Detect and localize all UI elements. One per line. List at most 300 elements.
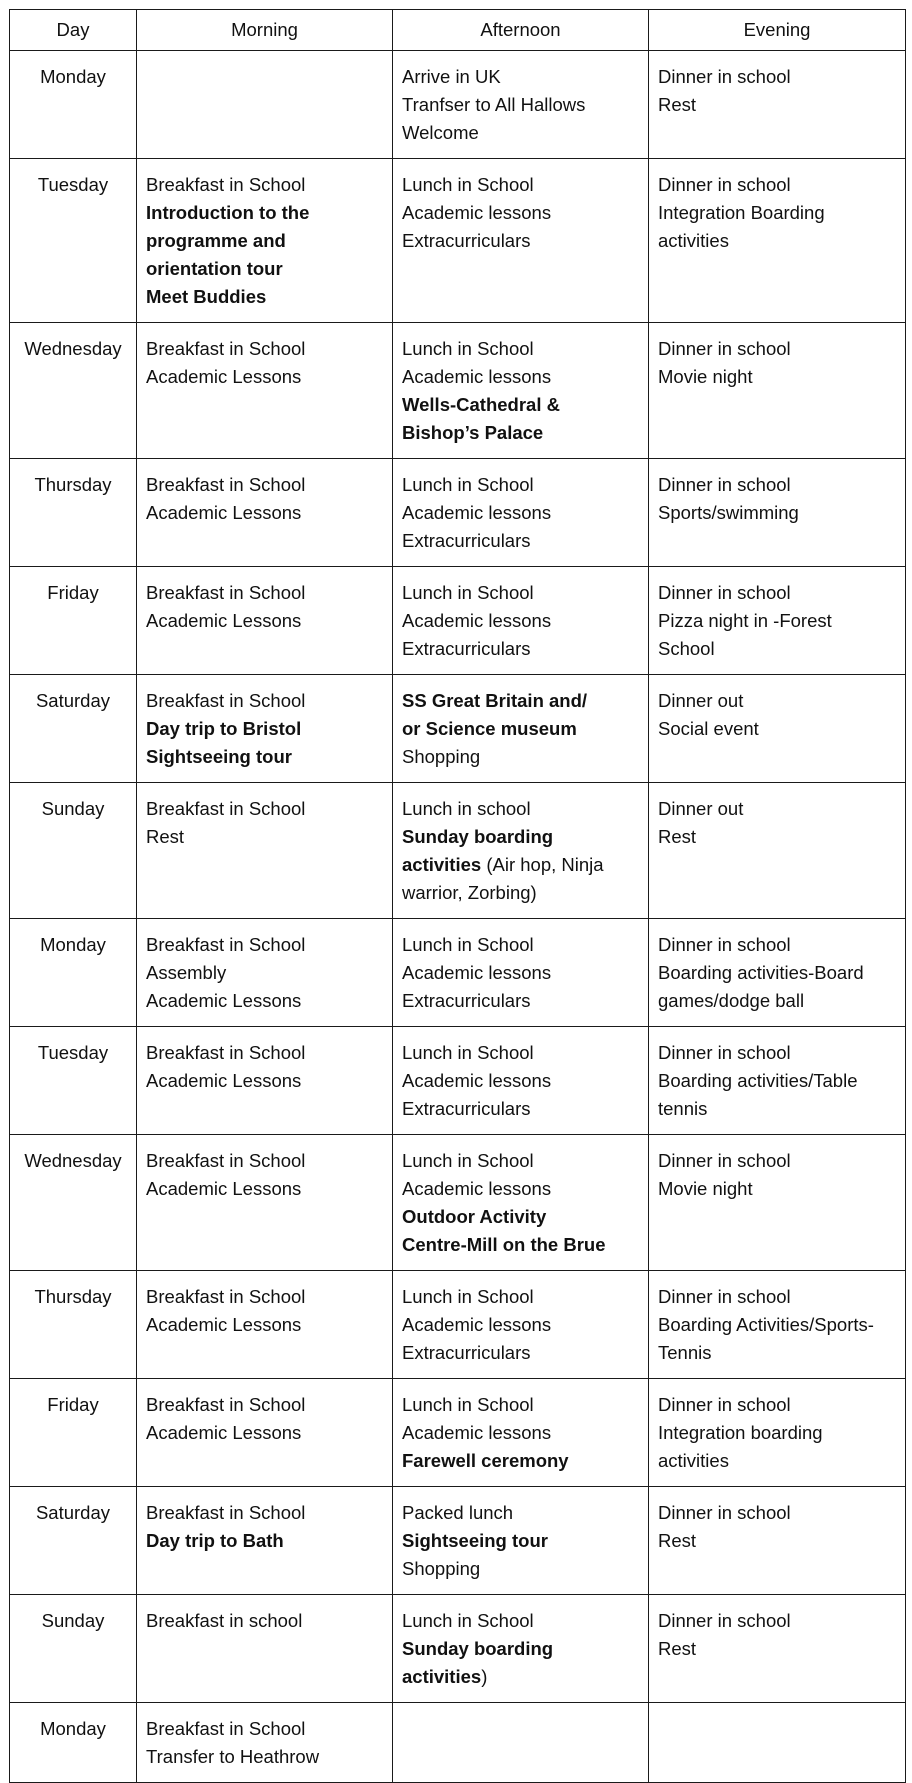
highlight-activity: programme and bbox=[146, 230, 286, 251]
activity-text: Dinner in school bbox=[658, 1042, 791, 1063]
activity-text: Dinner in school bbox=[658, 1394, 791, 1415]
activity-text: Rest bbox=[658, 826, 697, 847]
activity-line bbox=[402, 1555, 639, 1583]
activity-text: Lunch in School bbox=[402, 1610, 534, 1631]
activity-text: Extracurriculars bbox=[402, 530, 531, 551]
activity-line bbox=[402, 1419, 639, 1447]
activity-text: Rest bbox=[658, 1638, 697, 1659]
activity-text: Integration boarding bbox=[658, 1422, 823, 1443]
activity-text: Boarding activities-Board bbox=[658, 962, 864, 983]
activity-text: Extracurriculars bbox=[402, 1342, 531, 1363]
activity-line bbox=[146, 823, 383, 851]
activity-text: Academic Lessons bbox=[146, 1070, 302, 1091]
header-afternoon: Afternoon bbox=[393, 10, 649, 51]
highlight-activity: or Science museum bbox=[402, 718, 577, 739]
schedule-table bbox=[9, 9, 906, 1783]
highlight-activity: Farewell ceremony bbox=[402, 1450, 569, 1471]
morning-cell bbox=[137, 1379, 393, 1487]
activity-text: Rest bbox=[658, 1530, 697, 1551]
activity-note: ) bbox=[481, 1666, 488, 1687]
activity-text: Breakfast in School bbox=[146, 934, 306, 955]
evening-cell bbox=[649, 919, 906, 1027]
activity-line bbox=[146, 1391, 383, 1419]
activity-text: Dinner in school bbox=[658, 934, 791, 955]
activity-line bbox=[146, 1527, 383, 1555]
activity-text: Packed lunch bbox=[402, 1502, 514, 1523]
activity-text: Academic lessons bbox=[402, 202, 552, 223]
activity-text: Dinner out bbox=[658, 798, 744, 819]
activity-line bbox=[146, 1067, 383, 1095]
activity-text: Breakfast in School bbox=[146, 1502, 306, 1523]
activity-text: Academic lessons bbox=[402, 962, 552, 983]
activity-text: Rest bbox=[658, 94, 697, 115]
activity-text: Tranfser to All Hallows bbox=[402, 94, 586, 115]
header-evening: Evening bbox=[649, 10, 906, 51]
highlight-activity: Introduction to the bbox=[146, 202, 310, 223]
activity-line bbox=[146, 363, 383, 391]
activity-line bbox=[146, 715, 383, 743]
highlight-activity: Sightseeing tour bbox=[402, 1530, 548, 1551]
activity-line bbox=[146, 1283, 383, 1311]
activity-text: Lunch in School bbox=[402, 582, 534, 603]
afternoon-cell bbox=[393, 1703, 649, 1783]
activity-text: Academic lessons bbox=[402, 1314, 552, 1335]
activity-line bbox=[146, 1607, 383, 1635]
evening-cell bbox=[649, 1379, 906, 1487]
afternoon-cell bbox=[393, 459, 649, 567]
activity-line bbox=[402, 363, 639, 391]
activity-line bbox=[658, 795, 896, 823]
activity-line bbox=[402, 1607, 639, 1635]
activity-line bbox=[146, 579, 383, 607]
highlight-activity: Sightseeing tour bbox=[146, 746, 292, 767]
activity-text: Lunch in School bbox=[402, 1394, 534, 1415]
activity-line bbox=[402, 335, 639, 363]
activity-text: School bbox=[658, 638, 715, 659]
activity-line bbox=[402, 579, 639, 607]
activity-text: Movie night bbox=[658, 366, 753, 387]
afternoon-cell bbox=[393, 675, 649, 783]
activity-text: Breakfast in School bbox=[146, 1286, 306, 1307]
activity-line bbox=[146, 1499, 383, 1527]
activity-line bbox=[402, 959, 639, 987]
activity-text: Breakfast in School bbox=[146, 1394, 306, 1415]
activity-line bbox=[146, 687, 383, 715]
activity-line bbox=[402, 1635, 639, 1663]
morning-cell bbox=[137, 675, 393, 783]
activity-text: Shopping bbox=[402, 746, 481, 767]
activity-text: Dinner in school bbox=[658, 1286, 791, 1307]
activity-text: Breakfast in School bbox=[146, 582, 306, 603]
activity-line bbox=[402, 1339, 639, 1367]
day-cell: Saturday bbox=[10, 675, 137, 783]
morning-cell bbox=[137, 919, 393, 1027]
activity-text: Breakfast in school bbox=[146, 1610, 303, 1631]
activity-text: Breakfast in School bbox=[146, 474, 306, 495]
afternoon-cell bbox=[393, 1027, 649, 1135]
activity-line bbox=[658, 635, 896, 663]
afternoon-cell bbox=[393, 159, 649, 323]
afternoon-cell bbox=[393, 567, 649, 675]
activity-text: Breakfast in School bbox=[146, 798, 306, 819]
activity-line bbox=[658, 63, 896, 91]
activity-line bbox=[658, 1095, 896, 1123]
activity-line bbox=[402, 687, 639, 715]
afternoon-cell bbox=[393, 919, 649, 1027]
header-morning: Morning bbox=[137, 10, 393, 51]
evening-cell bbox=[649, 783, 906, 919]
activity-line bbox=[146, 171, 383, 199]
activity-line bbox=[402, 1203, 639, 1231]
activity-line bbox=[402, 1527, 639, 1555]
activity-line bbox=[402, 1067, 639, 1095]
activity-text: Academic lessons bbox=[402, 1422, 552, 1443]
evening-cell bbox=[649, 1135, 906, 1271]
activity-text: Lunch in School bbox=[402, 1150, 534, 1171]
activity-line bbox=[658, 959, 896, 987]
activity-text: Breakfast in School bbox=[146, 1150, 306, 1171]
day-cell: Monday bbox=[10, 1703, 137, 1783]
activity-text: Lunch in School bbox=[402, 1286, 534, 1307]
highlight-activity: Sunday boarding bbox=[402, 826, 554, 847]
activity-text: Extracurriculars bbox=[402, 1098, 531, 1119]
evening-cell bbox=[649, 1703, 906, 1783]
activity-line bbox=[402, 171, 639, 199]
activity-line bbox=[658, 1283, 896, 1311]
activity-text: Breakfast in School bbox=[146, 1718, 306, 1739]
activity-line bbox=[402, 527, 639, 555]
activity-line bbox=[402, 1447, 639, 1475]
afternoon-cell bbox=[393, 51, 649, 159]
activity-line bbox=[402, 63, 639, 91]
activity-line bbox=[402, 1663, 639, 1691]
activity-line bbox=[402, 1499, 639, 1527]
evening-cell bbox=[649, 567, 906, 675]
activity-line bbox=[146, 1715, 383, 1743]
activity-line bbox=[658, 1607, 896, 1635]
activity-text: Extracurriculars bbox=[402, 990, 531, 1011]
activity-text: Extracurriculars bbox=[402, 230, 531, 251]
activity-text: Social event bbox=[658, 718, 759, 739]
highlight-activity: SS Great Britain and/ bbox=[402, 690, 588, 711]
evening-cell bbox=[649, 323, 906, 459]
activity-line bbox=[402, 607, 639, 635]
activity-text: Breakfast in School bbox=[146, 1042, 306, 1063]
activity-line bbox=[146, 335, 383, 363]
activity-line bbox=[658, 1447, 896, 1475]
activity-text: Dinner in school bbox=[658, 1150, 791, 1171]
activity-line bbox=[402, 227, 639, 255]
activity-line bbox=[658, 227, 896, 255]
activity-text: Academic lessons bbox=[402, 502, 552, 523]
activity-text: Boarding activities/Table bbox=[658, 1070, 858, 1091]
table-row bbox=[10, 51, 906, 159]
activity-text: Dinner in school bbox=[658, 1502, 791, 1523]
activity-text: Breakfast in School bbox=[146, 338, 306, 359]
evening-cell bbox=[649, 1487, 906, 1595]
activity-text: Boarding Activities/Sports- bbox=[658, 1314, 874, 1335]
activity-line bbox=[146, 1743, 383, 1771]
evening-cell bbox=[649, 675, 906, 783]
activity-line bbox=[402, 1039, 639, 1067]
activity-text: Academic Lessons bbox=[146, 502, 302, 523]
table-row bbox=[10, 1135, 906, 1271]
activity-text: Dinner in school bbox=[658, 582, 791, 603]
activity-line bbox=[402, 987, 639, 1015]
activity-line bbox=[402, 1095, 639, 1123]
highlight-activity: orientation tour bbox=[146, 258, 283, 279]
highlight-activity: activities bbox=[402, 854, 482, 875]
activity-line bbox=[146, 795, 383, 823]
morning-cell bbox=[137, 459, 393, 567]
activity-line bbox=[658, 607, 896, 635]
activity-text: activities bbox=[658, 1450, 729, 1471]
table-row bbox=[10, 1595, 906, 1703]
activity-line bbox=[146, 255, 383, 283]
activity-text: Dinner in school bbox=[658, 66, 791, 87]
activity-line bbox=[402, 119, 639, 147]
activity-line bbox=[658, 1147, 896, 1175]
activity-line bbox=[658, 687, 896, 715]
activity-line bbox=[402, 743, 639, 771]
activity-text: Academic Lessons bbox=[146, 610, 302, 631]
activity-text: tennis bbox=[658, 1098, 708, 1119]
table-row bbox=[10, 1703, 906, 1783]
activity-line bbox=[402, 1311, 639, 1339]
activity-line bbox=[402, 851, 639, 879]
activity-line bbox=[658, 363, 896, 391]
morning-cell bbox=[137, 1703, 393, 1783]
activity-line bbox=[658, 1635, 896, 1663]
activity-text: Academic lessons bbox=[402, 610, 552, 631]
activity-line bbox=[658, 1067, 896, 1095]
day-cell: Sunday bbox=[10, 1595, 137, 1703]
activity-line bbox=[658, 823, 896, 851]
activity-text: Tennis bbox=[658, 1342, 712, 1363]
activity-text: Lunch in School bbox=[402, 338, 534, 359]
activity-line bbox=[402, 795, 639, 823]
activity-line bbox=[402, 635, 639, 663]
afternoon-cell bbox=[393, 1379, 649, 1487]
table-row bbox=[10, 323, 906, 459]
activity-line bbox=[658, 1339, 896, 1367]
day-cell: Wednesday bbox=[10, 323, 137, 459]
activity-line bbox=[146, 1175, 383, 1203]
highlight-activity: Sunday boarding bbox=[402, 1638, 554, 1659]
activity-text: Academic Lessons bbox=[146, 1314, 302, 1335]
evening-cell bbox=[649, 1595, 906, 1703]
activity-text: Lunch in school bbox=[402, 798, 531, 819]
activity-line bbox=[402, 1175, 639, 1203]
activity-text: Extracurriculars bbox=[402, 638, 531, 659]
highlight-activity: activities bbox=[402, 1666, 482, 1687]
activity-text: Breakfast in School bbox=[146, 690, 306, 711]
activity-text: Dinner in school bbox=[658, 174, 791, 195]
activity-line bbox=[658, 335, 896, 363]
day-cell: Wednesday bbox=[10, 1135, 137, 1271]
morning-cell bbox=[137, 567, 393, 675]
activity-line bbox=[402, 879, 639, 907]
activity-line bbox=[146, 931, 383, 959]
activity-text: Academic Lessons bbox=[146, 1422, 302, 1443]
activity-line bbox=[658, 199, 896, 227]
day-cell: Monday bbox=[10, 919, 137, 1027]
activity-line bbox=[146, 987, 383, 1015]
activity-text: Movie night bbox=[658, 1178, 753, 1199]
activity-line bbox=[658, 987, 896, 1015]
activity-text: Integration Boarding bbox=[658, 202, 825, 223]
header-row bbox=[10, 10, 906, 51]
activity-text: Shopping bbox=[402, 1558, 481, 1579]
activity-line bbox=[658, 499, 896, 527]
highlight-activity: Day trip to Bristol bbox=[146, 718, 302, 739]
day-cell: Thursday bbox=[10, 1271, 137, 1379]
activity-text: Dinner in school bbox=[658, 338, 791, 359]
day-cell: Tuesday bbox=[10, 1027, 137, 1135]
table-row bbox=[10, 783, 906, 919]
activity-line bbox=[146, 1311, 383, 1339]
activity-line bbox=[402, 931, 639, 959]
activity-text: Lunch in School bbox=[402, 174, 534, 195]
activity-line bbox=[146, 283, 383, 311]
table-row bbox=[10, 919, 906, 1027]
activity-line bbox=[402, 1231, 639, 1259]
day-cell: Thursday bbox=[10, 459, 137, 567]
afternoon-cell bbox=[393, 1135, 649, 1271]
morning-cell bbox=[137, 783, 393, 919]
activity-line bbox=[658, 1499, 896, 1527]
activity-text: warrior, Zorbing) bbox=[402, 882, 537, 903]
day-cell: Friday bbox=[10, 1379, 137, 1487]
activity-text: Dinner in school bbox=[658, 474, 791, 495]
activity-line bbox=[658, 1311, 896, 1339]
activity-line bbox=[402, 91, 639, 119]
activity-line bbox=[146, 499, 383, 527]
activity-text: Academic Lessons bbox=[146, 366, 302, 387]
table-row bbox=[10, 159, 906, 323]
activity-note: (Air hop, Ninja bbox=[481, 854, 604, 875]
table-row bbox=[10, 1379, 906, 1487]
evening-cell bbox=[649, 159, 906, 323]
activity-text: Transfer to Heathrow bbox=[146, 1746, 320, 1767]
afternoon-cell bbox=[393, 783, 649, 919]
evening-cell bbox=[649, 51, 906, 159]
activity-line bbox=[402, 1283, 639, 1311]
activity-text: Dinner in school bbox=[658, 1610, 791, 1631]
activity-line bbox=[658, 1391, 896, 1419]
morning-cell bbox=[137, 1027, 393, 1135]
schedule-body bbox=[10, 51, 906, 1783]
activity-line bbox=[402, 499, 639, 527]
morning-cell bbox=[137, 1271, 393, 1379]
activity-text: Academic lessons bbox=[402, 1178, 552, 1199]
activity-text: Rest bbox=[146, 826, 185, 847]
activity-line bbox=[146, 743, 383, 771]
activity-line bbox=[658, 1419, 896, 1447]
afternoon-cell bbox=[393, 1595, 649, 1703]
highlight-activity: Meet Buddies bbox=[146, 286, 267, 307]
highlight-activity: Day trip to Bath bbox=[146, 1530, 284, 1551]
table-row bbox=[10, 1027, 906, 1135]
evening-cell bbox=[649, 459, 906, 567]
activity-text: games/dodge ball bbox=[658, 990, 805, 1011]
activity-line bbox=[658, 1527, 896, 1555]
activity-text: Academic lessons bbox=[402, 1070, 552, 1091]
activity-text: Academic Lessons bbox=[146, 1178, 302, 1199]
day-cell: Saturday bbox=[10, 1487, 137, 1595]
afternoon-cell bbox=[393, 323, 649, 459]
activity-line bbox=[658, 1039, 896, 1067]
day-cell: Monday bbox=[10, 51, 137, 159]
activity-text: Academic Lessons bbox=[146, 990, 302, 1011]
activity-text: Assembly bbox=[146, 962, 227, 983]
table-row bbox=[10, 567, 906, 675]
activity-line bbox=[402, 419, 639, 447]
highlight-activity: Bishop’s Palace bbox=[402, 422, 544, 443]
activity-line bbox=[658, 91, 896, 119]
morning-cell bbox=[137, 51, 393, 159]
morning-cell bbox=[137, 159, 393, 323]
afternoon-cell bbox=[393, 1271, 649, 1379]
activity-text: Sports/swimming bbox=[658, 502, 799, 523]
day-cell: Tuesday bbox=[10, 159, 137, 323]
activity-line bbox=[402, 391, 639, 419]
activity-line bbox=[658, 1175, 896, 1203]
schedule-sheet bbox=[9, 9, 905, 1783]
table-row bbox=[10, 1487, 906, 1595]
activity-line bbox=[146, 607, 383, 635]
activity-line bbox=[146, 1147, 383, 1175]
activity-line bbox=[146, 471, 383, 499]
evening-cell bbox=[649, 1271, 906, 1379]
afternoon-cell bbox=[393, 1487, 649, 1595]
activity-text: Dinner out bbox=[658, 690, 744, 711]
activity-text: Lunch in School bbox=[402, 474, 534, 495]
activity-line bbox=[402, 715, 639, 743]
activity-line bbox=[402, 823, 639, 851]
activity-line bbox=[658, 579, 896, 607]
activity-text: Breakfast in School bbox=[146, 174, 306, 195]
activity-text: Academic lessons bbox=[402, 366, 552, 387]
table-row bbox=[10, 459, 906, 567]
morning-cell bbox=[137, 323, 393, 459]
activity-line bbox=[658, 171, 896, 199]
activity-line bbox=[402, 199, 639, 227]
activity-text: activities bbox=[658, 230, 729, 251]
morning-cell bbox=[137, 1487, 393, 1595]
table-row bbox=[10, 1271, 906, 1379]
activity-text: Lunch in School bbox=[402, 1042, 534, 1063]
highlight-activity: Outdoor Activity bbox=[402, 1206, 547, 1227]
activity-line bbox=[658, 931, 896, 959]
morning-cell bbox=[137, 1595, 393, 1703]
activity-line bbox=[146, 227, 383, 255]
activity-line bbox=[402, 471, 639, 499]
day-cell: Friday bbox=[10, 567, 137, 675]
activity-line bbox=[658, 715, 896, 743]
activity-line bbox=[658, 471, 896, 499]
highlight-activity: Wells-Cathedral & bbox=[402, 394, 560, 415]
evening-cell bbox=[649, 1027, 906, 1135]
activity-text: Arrive in UK bbox=[402, 66, 501, 87]
activity-text: Pizza night in -Forest bbox=[658, 610, 832, 631]
activity-text: Lunch in School bbox=[402, 934, 534, 955]
activity-line bbox=[146, 1419, 383, 1447]
header-day: Day bbox=[10, 10, 137, 51]
activity-line bbox=[146, 959, 383, 987]
activity-line bbox=[146, 1039, 383, 1067]
activity-line bbox=[146, 199, 383, 227]
